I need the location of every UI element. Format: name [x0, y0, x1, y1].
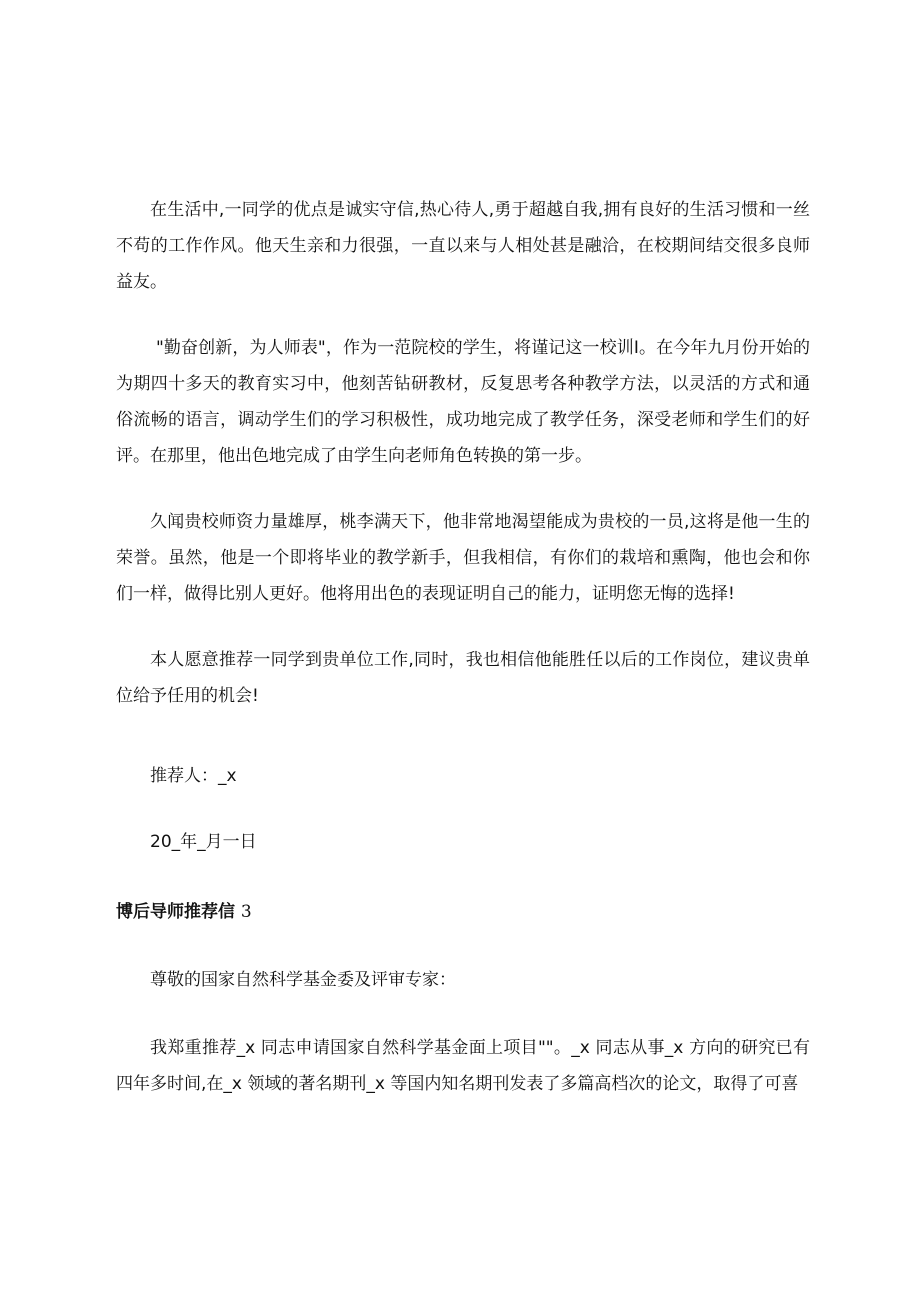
paragraph-postdoc-intro: 我郑重推荐_x 同志申请国家自然科学基金面上项目""。_x 同志从事_x 方向的研究已有四年多时间,在_x 领域的著名期刊_x 等国内知名期刊发表了多篇高档次的论文，取得了可喜	[116, 1038, 810, 1094]
letter-date: 20_年_月一日	[150, 832, 257, 852]
paragraph-student-qualities: 在生活中,一同学的优点是诚实守信,热心待人,勇于超越自我,拥有良好的生活习惯和一丝不苟的工作作风。他天生亲和力很强，一直以来与人相处甚是融洽，在校期间结交很多良师益友。	[116, 200, 810, 292]
paragraph-school-reputation: 久闻贵校师资力量雄厚，桃李满天下，他非常地渴望能成为贵校的一员,这将是他一生的荣誉。虽然，他是一个即将毕业的教学新手，但我相信，有你们的栽培和熏陶，他也会和你们一样，做得比别人更好。他将用出色的表现证明自己的能力，证明您无悔的选择!	[116, 512, 810, 604]
section-title: 博后导师推荐信	[116, 902, 235, 922]
section-heading	[116, 894, 252, 930]
paragraph-recommendation: 本人愿意推荐一同学到贵单位工作,同时，我也相信他能胜任以后的工作岗位，建议贵单位给予任用的机会!	[116, 650, 810, 706]
section-number: 3	[240, 902, 252, 922]
paragraph-teaching-practice: "勤奋创新，为人师表"，作为一范院校的学生，将谨记这一校训Ⅰ。在今年九月份开始的为期四十多天的教育实习中，他刻苦钻研教材，反复思考各种教学方法，以灵活的方式和通俗流畅的语言，调动学生们的学习积极性，成功地完成了教学任务，深受老师和学生们的好评。在那里，他出色地完成了由学生向老师角色转换的第一步。	[116, 338, 810, 466]
recommender-signature: 推荐人：_x	[150, 766, 237, 786]
salutation: 尊敬的国家自然科学基金委及评审专家：	[150, 970, 456, 990]
